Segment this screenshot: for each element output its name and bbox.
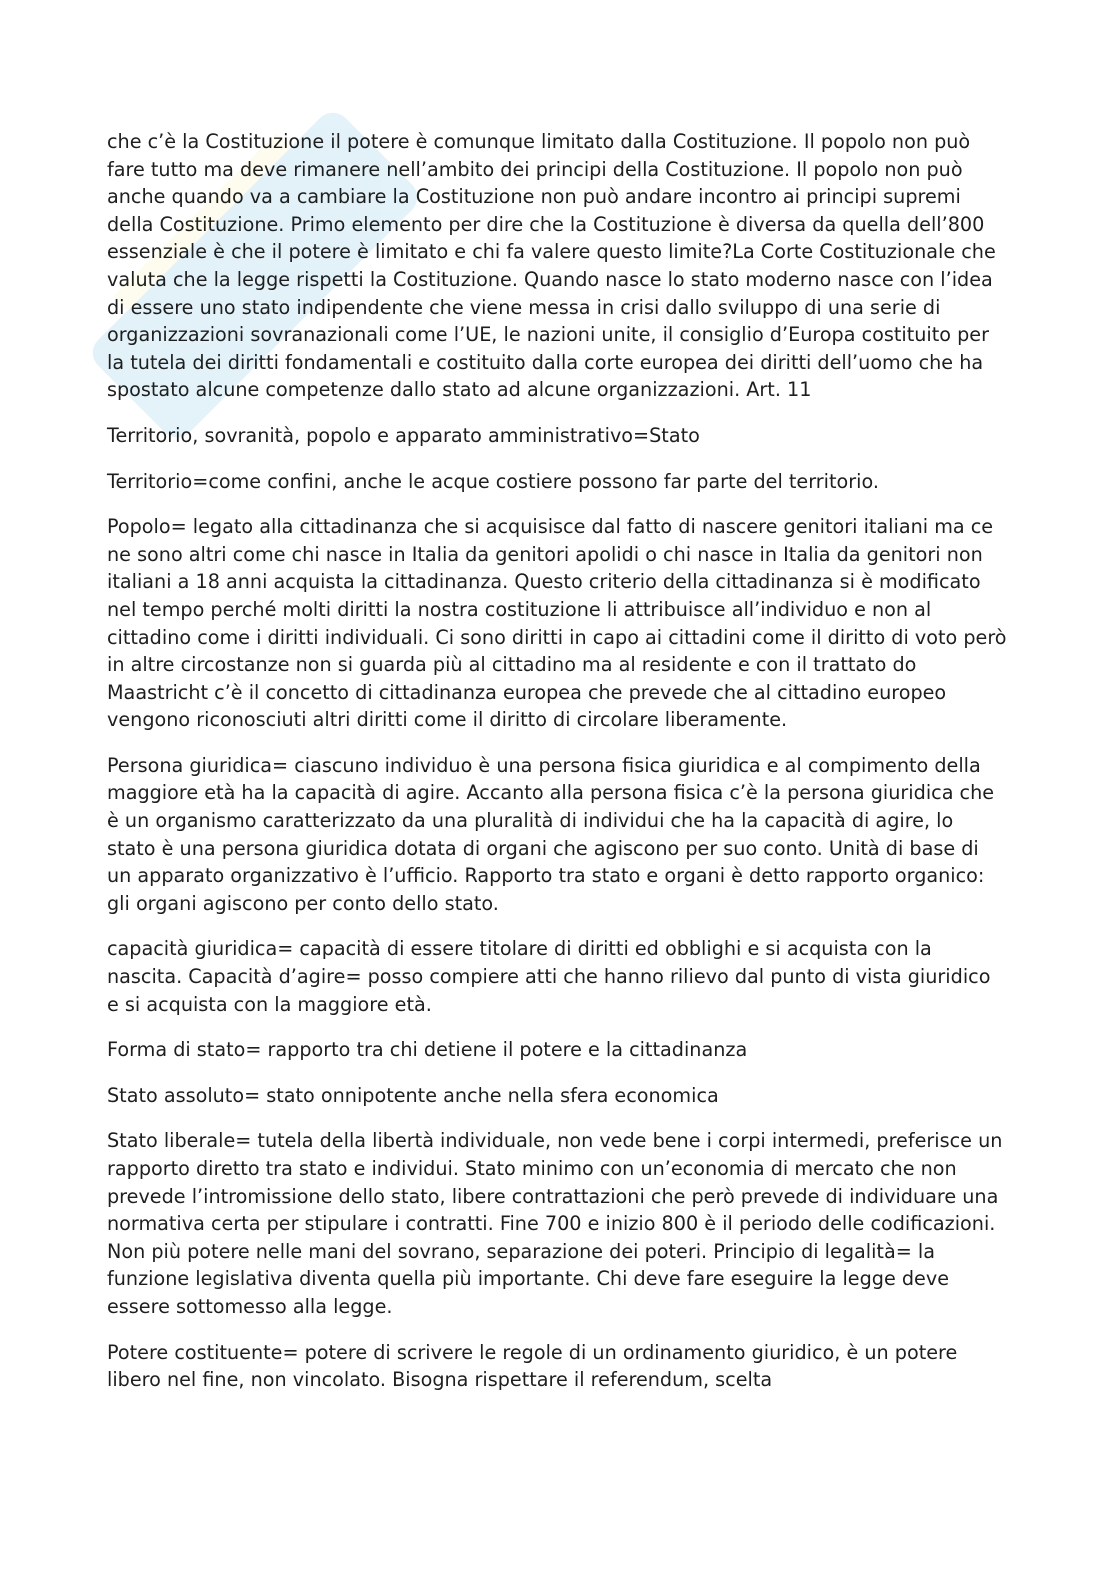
paragraph-stato-liberale: Stato liberale= tutela della libertà individuale, non vede bene i corpi intermedi, preferisce un rapporto diretto tra stato e individui. Stato minimo con un’economia di mercato che non prevede l’intromissione dello stato, libere contrattazioni che però prevede di individuare una normativa certa per stipulare i contratti. Fine 700 e inizio 800 è il periodo delle codificazioni. Non più potere nelle mani del sovrano, separazione dei poteri. Principio di legalità= la funzione legislativa diventa quella più importante. Chi deve fare eseguire la legge deve essere sottomesso alla legge. xyxy=(107,1129,1003,1318)
paragraph-forma-di-stato: Forma di stato= rapporto tra chi detiene il potere e la cittadinanza xyxy=(107,1038,748,1062)
paragraph-persona-giuridica: Persona giuridica= ciascuno individuo è una persona fisica giuridica e al compimento della maggiore età ha la capacità di agire. Accanto alla persona fisica c’è la persona giuridica che è un organismo caratterizzato da una pluralità di individui che ha la capacità di agire, lo stato è una persona giuridica dotata di organi che agiscono per suo conto. Unità di base di un apparato organizzativo è l’ufficio. Rapporto tra stato e organi è detto rapporto organico: gli organi agiscono per conto dello stato. xyxy=(107,753,995,915)
paragraph-popolo: Popolo= legato alla cittadinanza che si acquisisce dal fatto di nascere genitori italiani ma ce ne sono altri come chi nasce in Italia da genitori apolidi o chi nasce in Italia da genitori non italiani a 18 anni acquista la cittadinanza. Questo criterio della cittadinanza si è modificato nel tempo perché molti diritti la nostra costituzione li attribuisce all’individuo e non al cittadino come i diritti individuali. Ci sono diritti in capo ai cittadini come il diritto di voto però in altre circostanze non si guarda più al cittadino ma al residente e con il trattato do Maastricht c’è il concetto di cittadinanza europea che prevede che al cittadino europeo vengono riconosciuti altri diritti come il diritto di circolare liberamente. xyxy=(107,515,1007,732)
paragraph-costituzione: che c’è la Costituzione il potere è comunque limitato dalla Costituzione. Il popolo non può fare tutto ma deve rimanere nell’ambito dei principi della Costituzione. Il popolo non può anche quando va a cambiare la Costituzione non può andare incontro ai principi supremi della Costituzione. Primo elemento per dire che la Costituzione è diversa da quella dell’800 essenziale è che il potere è limitato e chi fa valere questo limite?La Corte Costituzionale che valuta che la legge rispetti la Costituzione. Quando nasce lo stato moderno nasce con l’idea di essere uno stato indipendente che viene messa in crisi dallo sviluppo di una serie di organizzazioni sovranazionali come l’UE, le nazioni unite, il consiglio d’Europa costituito per la tutela dei diritti fondamentali e costituito dalla corte europea dei diritti dell’uomo che ha spostato alcune competenze dallo stato ad alcune organizzazioni. Art. 11 xyxy=(107,130,996,402)
document-page xyxy=(107,128,1007,1412)
paragraph-stato-assoluto: Stato assoluto= stato onnipotente anche nella sfera economica xyxy=(107,1083,719,1107)
paragraph-stato-elements: Territorio, sovranità, popolo e apparato amministrativo=Stato xyxy=(107,423,700,447)
paragraph-capacita-giuridica: capacità giuridica= capacità di essere titolare di diritti ed obblighi e si acquista con la nascita. Capacità d’agire= posso compiere atti che hanno rilievo dal punto di vista giuridico e si acquista con la maggiore età. xyxy=(107,937,991,1016)
paragraph-potere-costituente: Potere costituente= potere di scrivere le regole di un ordinamento giuridico, è un potere libero nel fine, non vincolato. Bisogna rispettare il referendum, scelta xyxy=(107,1340,958,1392)
paragraph-territorio: Territorio=come confini, anche le acque costiere possono far parte del territorio. xyxy=(107,469,879,493)
